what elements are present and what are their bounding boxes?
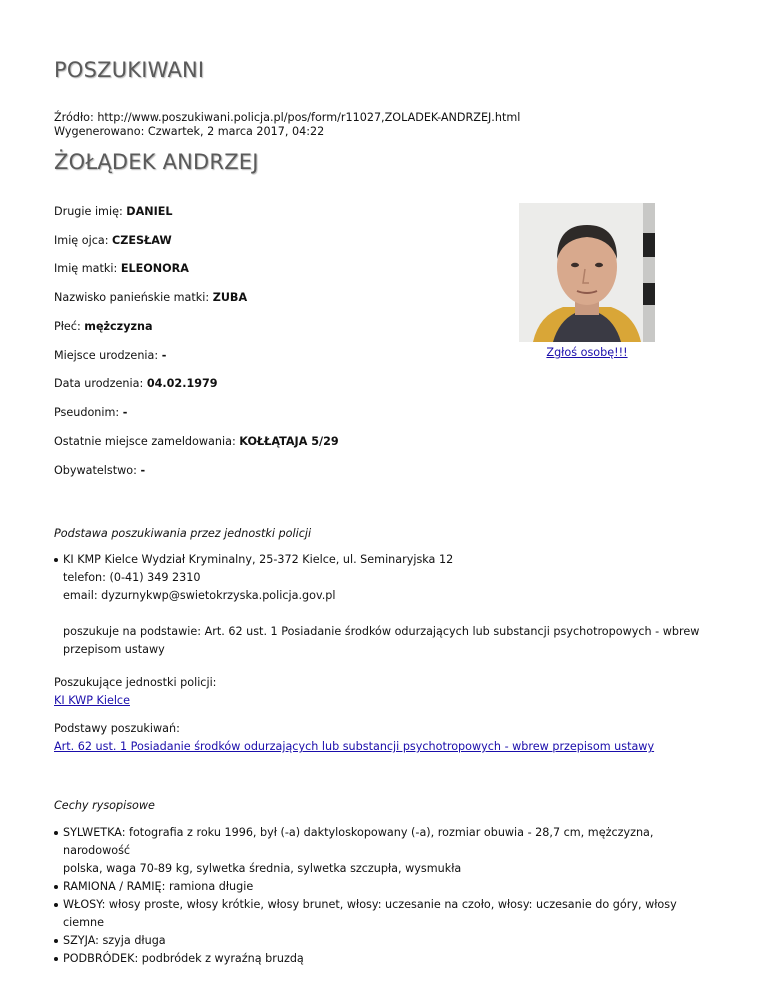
field-label: Imię matki: [54,262,118,275]
basis-line-2: przepisom ustawy [63,643,165,656]
source-url: http://www.poszukiwani.policja.pl/pos/form/r11027,ZOLADEK-ANDRZEJ.html [97,111,521,124]
feature-item-silhouette [54,824,714,878]
searching-units [54,674,714,710]
feature-item-arms [54,878,714,896]
unit-phone: telefon: (0-41) 349 2310 [63,571,201,584]
field-value: ZUBA [212,291,248,304]
field-mother-maiden-name [54,291,247,304]
field-value: DANIEL [126,205,173,218]
field-label: Obywatelstwo: [54,464,137,477]
generated-label: Wygenerowano: [54,125,145,138]
person-name: ŻOŁĄDEK ANDRZEJ [54,150,259,174]
field-label: Miejsce urodzenia: [54,349,159,362]
field-label: Drugie imię: [54,205,123,218]
feature-item-chin [54,950,714,968]
field-value: - [122,406,128,419]
field-second-name [54,205,173,218]
field-label: Ostatnie miejsce zameldowania: [54,435,236,448]
site-title: POSZUKIWANI [54,58,205,82]
unit-list [54,551,714,569]
field-nickname [54,406,127,419]
field-sex [54,320,153,333]
generated-line [54,125,520,139]
report-person-link-wrap [519,346,655,359]
field-label: Nazwisko panieńskie matki: [54,291,210,304]
basis-section-title: Podstawa poszukiwania przez jednostki policji [54,527,312,540]
source-label: Źródło: [54,111,94,124]
search-basis [54,720,714,756]
field-mother-name [54,262,189,275]
search-basis-link[interactable]: Art. 62 ust. 1 Posiadanie środków odurzających lub substancji psychotropowych - wbrew przepisom ustawy [54,740,655,753]
field-citizenship [54,464,145,477]
field-label: Data urodzenia: [54,377,144,390]
field-value: KOŁŁĄTAJA 5/29 [239,435,339,448]
basis-line-1: poszukuje na podstawie: Art. 62 ust. 1 Posiadanie środków odurzających lub substancji psychotropowych - wbrew [63,625,700,638]
feature-text: SYLWETKA: fotografia z roku 1996, był (-a) daktyloskopowany (-a), rozmiar obuwia - 28,7 cm, mężczyzna, narodowość [63,826,654,857]
field-value: 04.02.1979 [146,377,218,390]
feature-text: PODBRÓDEK: podbródek z wyraźną bruzdą [63,952,304,965]
field-value: ELEONORA [120,262,189,275]
field-label: Płeć: [54,320,81,333]
field-last-address [54,435,339,448]
generated-value: Czwartek, 2 marca 2017, 04:22 [147,125,325,138]
feature-text: WŁOSY: włosy proste, włosy krótkie, włosy brunet, włosy: uczesanie na czoło, włosy: uczesanie do góry, włosy ciemne [63,898,677,929]
search-basis-label: Podstawy poszukiwań: [54,722,180,735]
report-person-link[interactable]: Zgłoś osobę!!! [546,346,628,359]
feature-text-cont: polska, waga 70-89 kg, sylwetka średnia, sylwetka szczupła, wysmukła [63,862,462,875]
field-value: mężczyzna [84,320,153,333]
person-photo [519,203,655,342]
field-birth-place [54,349,166,362]
unit-email: email: dyzurnykwp@swietokrzyska.policja.gov.pl [63,589,336,602]
searching-units-label: Poszukujące jednostki policji: [54,676,217,689]
field-father-name [54,234,172,247]
field-value: CZESŁAW [112,234,172,247]
field-label: Imię ojca: [54,234,109,247]
field-birth-date [54,377,218,390]
source-line [54,111,520,125]
features-section-title: Cechy rysopisowe [54,799,155,812]
field-value: - [140,464,146,477]
feature-text: RAMIONA / RAMIĘ: ramiona długie [63,880,254,893]
field-label: Pseudonim: [54,406,120,419]
field-value: - [161,349,167,362]
feature-item-neck [54,932,714,950]
unit-name: KI KMP Kielce Wydział Kryminalny, 25-372 Kielce, ul. Seminaryjska 12 [54,551,714,569]
feature-item-hair [54,896,714,932]
police-unit-block [54,551,714,659]
searching-unit-link[interactable]: KI KWP Kielce [54,694,130,707]
document-meta [54,111,520,139]
feature-text: SZYJA: szyja długa [63,934,166,947]
features-list [54,824,714,968]
